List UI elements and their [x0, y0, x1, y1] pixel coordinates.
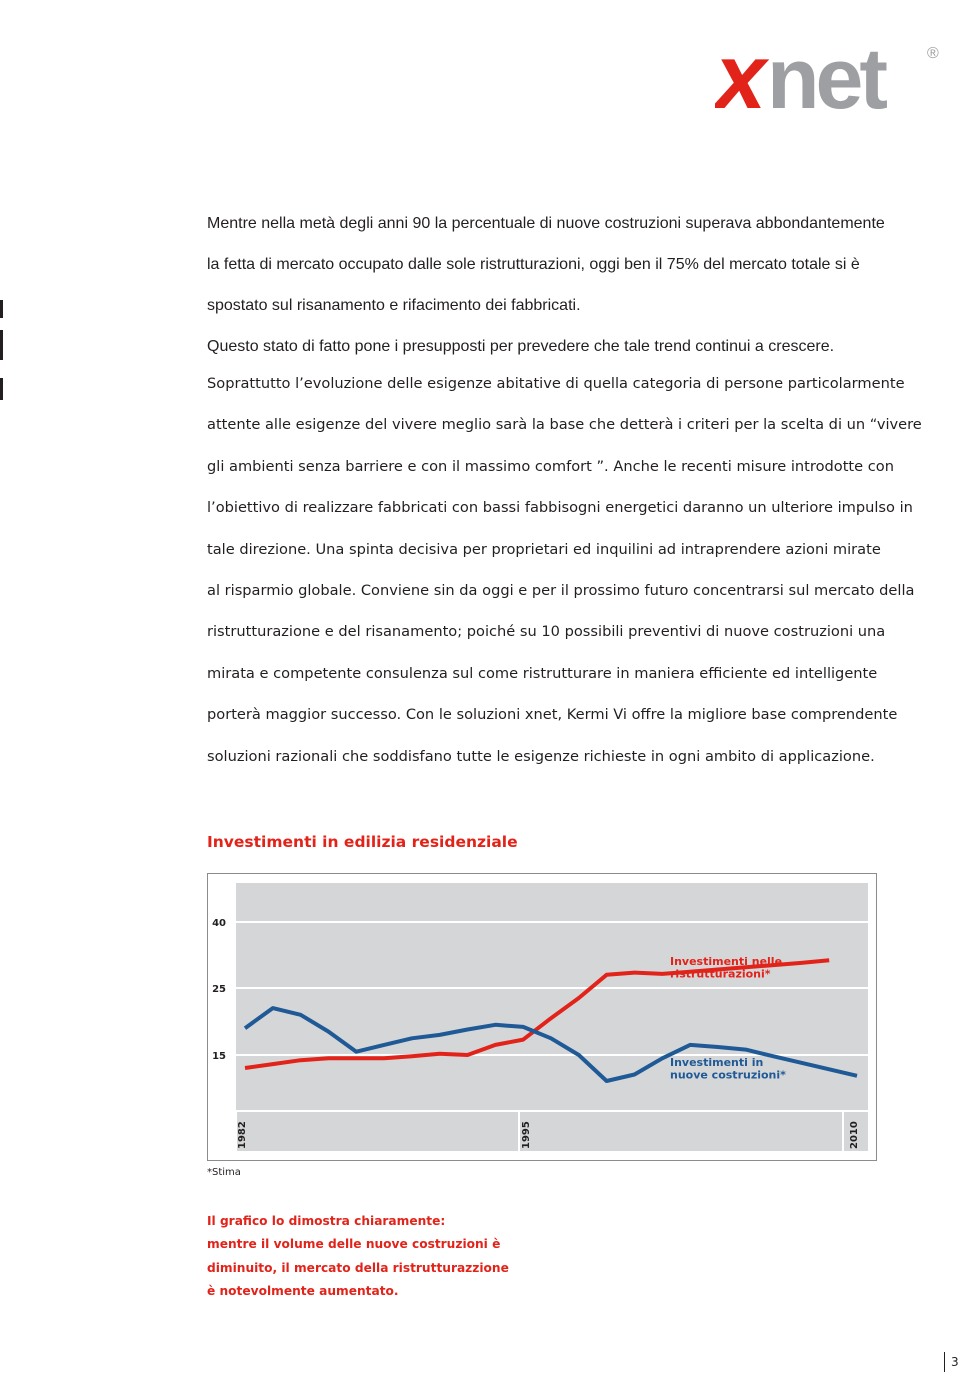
series-label: nuove costruzioni* [670, 1068, 786, 1082]
y-tick-label: 40 [212, 918, 226, 929]
body-line: mirata e competente consulenza sul come ristrutturare in maniera efficiente ed intelligente [207, 664, 878, 682]
body-line: tale direzione. Una spinta decisiva per proprietari ed inquilini ad intraprendere azioni mirate [207, 540, 881, 558]
margin-mark [0, 300, 3, 318]
y-tick-label: 25 [212, 984, 226, 995]
body-line: ristrutturazione e del risanamento; poiché su 10 possibili preventivi di nuove costruzioni una [207, 623, 886, 641]
margin-mark [0, 378, 3, 400]
caption-line: è notevolmente aumentato. [207, 1283, 399, 1298]
body-paragraph [207, 363, 927, 777]
intro-line: Questo stato di fatto pone i presupposti per prevedere che tale trend continui a crescere. [207, 338, 835, 355]
svg-text:x: x [715, 40, 761, 120]
body-line: porterà maggior successo. Con le soluzioni xnet, Kermi Vi offre la migliore base comprendente [207, 706, 898, 724]
intro-line: spostato sul risanamento e rifacimento dei fabbricati. [207, 297, 581, 314]
line-chart [207, 873, 877, 1161]
intro-line: la fetta di mercato occupato dalle sole ristrutturazioni, oggi ben il 75% del mercato totale si è [207, 256, 860, 273]
body-line: al risparmio globale. Conviene sin da oggi e per il prossimo futuro concentrarsi sul mercato della [207, 582, 915, 600]
intro-line: Mentre nella metà degli anni 90 la percentuale di nuove costruzioni superava abbondantemente [207, 215, 885, 232]
chart-caption [207, 1210, 537, 1303]
intro-paragraph [207, 203, 927, 367]
caption-line: mentre il volume delle nuove costruzioni è [207, 1237, 501, 1252]
chart-title: Investimenti in edilizia residenziale [207, 833, 518, 851]
margin-mark [0, 330, 3, 360]
x-tick-label: 1982 [237, 1121, 248, 1149]
x-tick-label: 2010 [849, 1121, 860, 1149]
body-line: gli ambienti senza barriere e con il massimo comfort ”. Anche le recenti misure introdotte con [207, 457, 894, 475]
series-label: Investimenti in [670, 1056, 764, 1069]
y-tick-label: 15 [212, 1051, 226, 1062]
page-number: 3 [944, 1352, 959, 1372]
x-tick-label: 1995 [521, 1121, 532, 1149]
body-line: Soprattutto l’evoluzione delle esigenze abitative di quella categoria di persone particolarmente [207, 375, 905, 392]
footnote: *Stima [207, 1167, 241, 1178]
svg-text:®: ® [927, 45, 939, 62]
series-label: Investimenti nelle [670, 955, 783, 968]
body-line: attente alle esigenze del vivere meglio sarà la base che detterà i criteri per la scelta di un “vivere [207, 416, 922, 434]
series-label: ristrutturazioni* [670, 967, 771, 981]
xnet-logo [715, 40, 945, 120]
body-line: l’obiettivo di realizzare fabbricati con bassi fabbisogni energetici daranno un ulteriore impulso in [207, 499, 913, 517]
body-line: soluzioni razionali che soddisfano tutte le esigenze richieste in ogni ambito di applicazione. [207, 747, 875, 765]
caption-line: diminuito, il mercato della ristrutturazzione [207, 1260, 509, 1275]
caption-line: Il grafico lo dimostra chiaramente: [207, 1214, 446, 1228]
svg-text:net: net [767, 40, 884, 120]
